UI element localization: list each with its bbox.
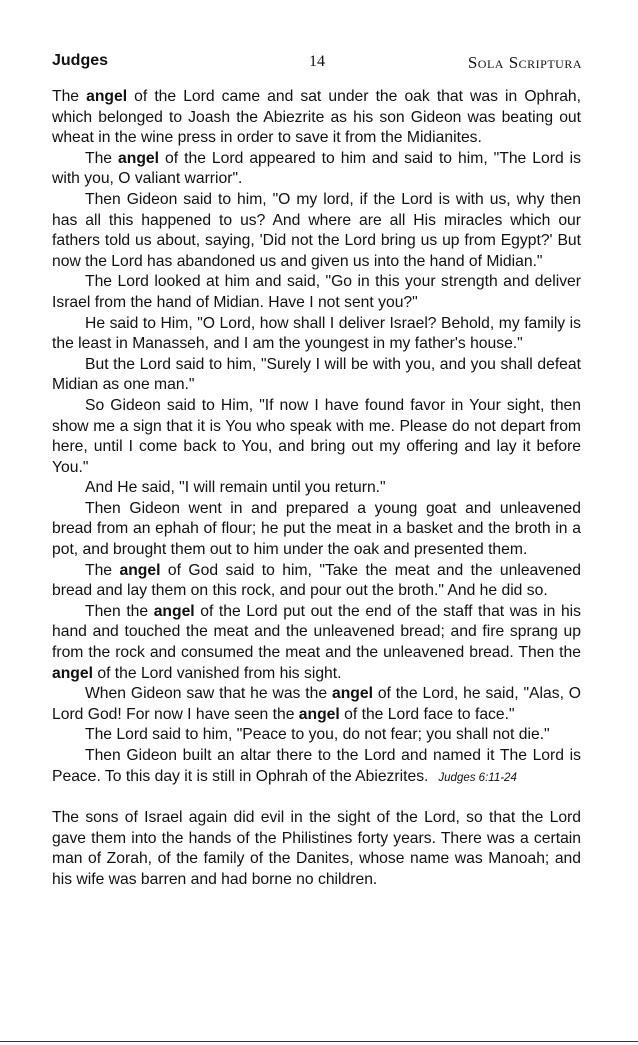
- paragraph: [52, 725, 581, 746]
- page-number: 14: [309, 53, 325, 70]
- paragraph: [52, 478, 581, 499]
- paragraph: [52, 396, 581, 478]
- text-run: Then Gideon built an altar there to the Lord and named it The Lord is Peace. To this day it is still in Ophrah of the Abiezrites.: [52, 747, 581, 785]
- paragraph: [52, 499, 581, 561]
- paragraph: [52, 684, 581, 725]
- paragraph: [52, 602, 581, 684]
- text-run: Then the: [85, 602, 154, 620]
- text-run: He said to Him, "O Lord, how shall I deliver Israel? Behold, my family is the least in Manasseh, and I am the youngest in my father's house.": [52, 314, 581, 353]
- text-run: of the Lord, he said, "Alas, O Lord God! For now I have seen the: [52, 685, 582, 723]
- paragraph: [52, 272, 581, 313]
- text-run: The: [85, 149, 119, 167]
- passage-judges-6: [52, 87, 581, 788]
- text-run: of the Lord vanished from his sight.: [92, 664, 342, 682]
- bold-term: angel: [298, 705, 340, 723]
- page-body: [52, 87, 581, 891]
- paragraph: [52, 314, 581, 355]
- bold-term: angel: [52, 664, 93, 682]
- paragraph: [52, 355, 581, 396]
- paragraph: [52, 561, 581, 602]
- scripture-reference: Judges 6:11-24: [438, 771, 517, 784]
- text-run: Then Gideon went in and prepared a young goat and unleavened bread from an ephah of flour; he put the meat in a basket and the broth in a pot, and brought them out to him under the oak and presented them.: [52, 499, 581, 559]
- paragraph: [52, 808, 581, 890]
- text-run: of God said to him, "Take the meat and the unleavened bread and lay them on this rock, and pour out the broth." And he did so.: [52, 561, 582, 600]
- page-bottom-rule: [0, 1041, 638, 1042]
- bold-term: angel: [119, 561, 161, 579]
- text-run: The Lord looked at him and said, "Go in this your strength and deliver Israel from the hand of Midian. Have I not sent you?": [52, 273, 581, 311]
- bold-term: angel: [86, 88, 128, 105]
- paragraph: [52, 149, 581, 190]
- text-run: of the Lord came and sat under the oak that was in Ophrah, which belonged to Joash the Abiezrite as his son Gideon was beating out wheat in the wine press in order to save it from the Midianites.: [52, 88, 581, 147]
- text-run: And He said, "I will remain until you return.": [85, 479, 386, 497]
- text-run: The Lord said to him, "Peace to you, do not fear; you shall not die.": [85, 726, 550, 744]
- text-run: Then Gideon said to him, "O my lord, if the Lord is with us, why then has all this happened to us? And where are all His miracles which our fathers told us about, saying, 'Did not the Lord bring us up from Egypt?' But now the Lord has abandoned us and given us into the hand of Midian.": [52, 190, 581, 270]
- bold-term: angel: [331, 685, 373, 703]
- text-run: of the Lord appeared to him and said to him, "The Lord is with you, O valiant warrior".: [52, 149, 582, 188]
- bold-term: angel: [118, 149, 160, 167]
- text-run: The: [85, 561, 120, 579]
- series-title: Sola Scriptura: [467, 53, 582, 72]
- text-run: But the Lord said to him, "Surely I will be with you, and you shall defeat Midian as one man.": [52, 355, 581, 394]
- passage-judges-13: [52, 808, 581, 890]
- text-run: When Gideon saw that he was the: [85, 685, 332, 703]
- text-run: The sons of Israel again did evil in the sight of the Lord, so that the Lord gave them into the hands of the Philistines forty years. There was a certain man of Zorah, of the family of the Danites, whose name was Manoah; and his wife was barren and had borne no children.: [52, 809, 581, 888]
- text-run: of the Lord put out the end of the staff that was in his hand and touched the meat and the unleavened bread; and fire sprang up from the rock and consumed the meat and the unleavened bread. Then the: [52, 602, 581, 662]
- book-title: Judges: [52, 52, 109, 69]
- text-run: So Gideon said to Him, "If now I have found favor in Your sight, then show me a sign that it is You who speak with me. Please do not depart from here, until I come back to You, and bring out my offering and lay it before You.": [52, 396, 581, 476]
- text-run: The: [52, 88, 87, 105]
- paragraph: [52, 746, 581, 788]
- bold-term: angel: [153, 602, 195, 620]
- paragraph: [52, 87, 581, 149]
- paragraph: [52, 190, 581, 272]
- text-run: of the Lord face to face.": [339, 705, 515, 723]
- page-header: [52, 52, 582, 74]
